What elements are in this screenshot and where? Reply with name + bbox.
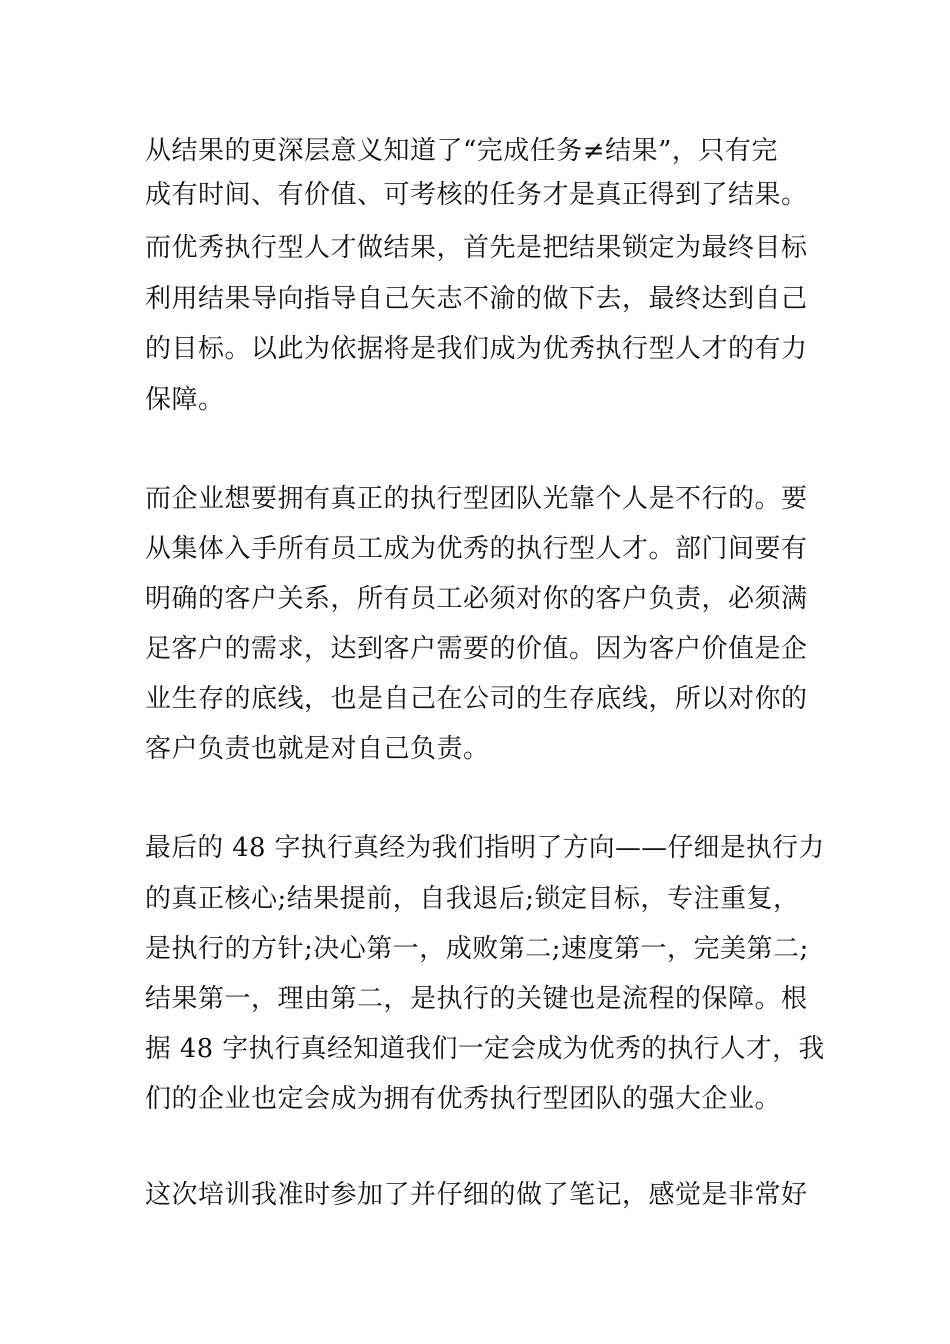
text-line: 而优秀执行型人才做结果，首先是把结果锁定为最终目标: [145, 233, 808, 263]
text-line: 从集体入手所有员工成为优秀的执行型人才。部门间要有: [145, 534, 808, 564]
text-line: 结果第一，理由第二，是执行的关键也是流程的保障。根: [145, 984, 808, 1014]
text-line: 这次培训我准时参加了并仔细的做了笔记，感觉是非常好: [145, 1180, 808, 1210]
text-line: 足客户的需求，达到客户需要的价值。因为客户价值是企: [145, 634, 808, 664]
text-line: 的目标。以此为依据将是我们成为优秀执行型人才的有力: [145, 334, 808, 364]
text-line: 明确的客户关系，所有员工必须对你的客户负责，必须满: [145, 584, 808, 614]
text-line: 的真正核心;结果提前，自我退后;锁定目标，专注重复，: [145, 884, 800, 914]
text-line: 利用结果导向指导自己矢志不渝的做下去，最终达到自己: [145, 284, 808, 314]
text-line: 从结果的更深层意义知道了“完成任务≠结果”，只有完: [145, 136, 778, 166]
text-line: 客户负责也就是对自己负责。: [145, 734, 490, 764]
text-line: 保障。: [145, 385, 225, 415]
text-line: 是执行的方针;决心第一，成败第二;速度第一，完美第二;: [145, 934, 809, 964]
text-line: 业生存的底线，也是自己在公司的生存底线，所以对你的: [145, 684, 808, 714]
text-line: 们的企业也定会成为拥有优秀执行型团队的强大企业。: [145, 1084, 782, 1114]
text-line: 最后的 48 字执行真经为我们指明了方向——仔细是执行力: [145, 833, 825, 863]
text-line: 据 48 字执行真经知道我们一定会成为优秀的执行人才，我: [145, 1034, 825, 1064]
text-line: 成有时间、有价值、可考核的任务才是真正得到了结果。: [145, 180, 808, 210]
text-line: 而企业想要拥有真正的执行型团队光靠个人是不行的。要: [145, 484, 808, 514]
